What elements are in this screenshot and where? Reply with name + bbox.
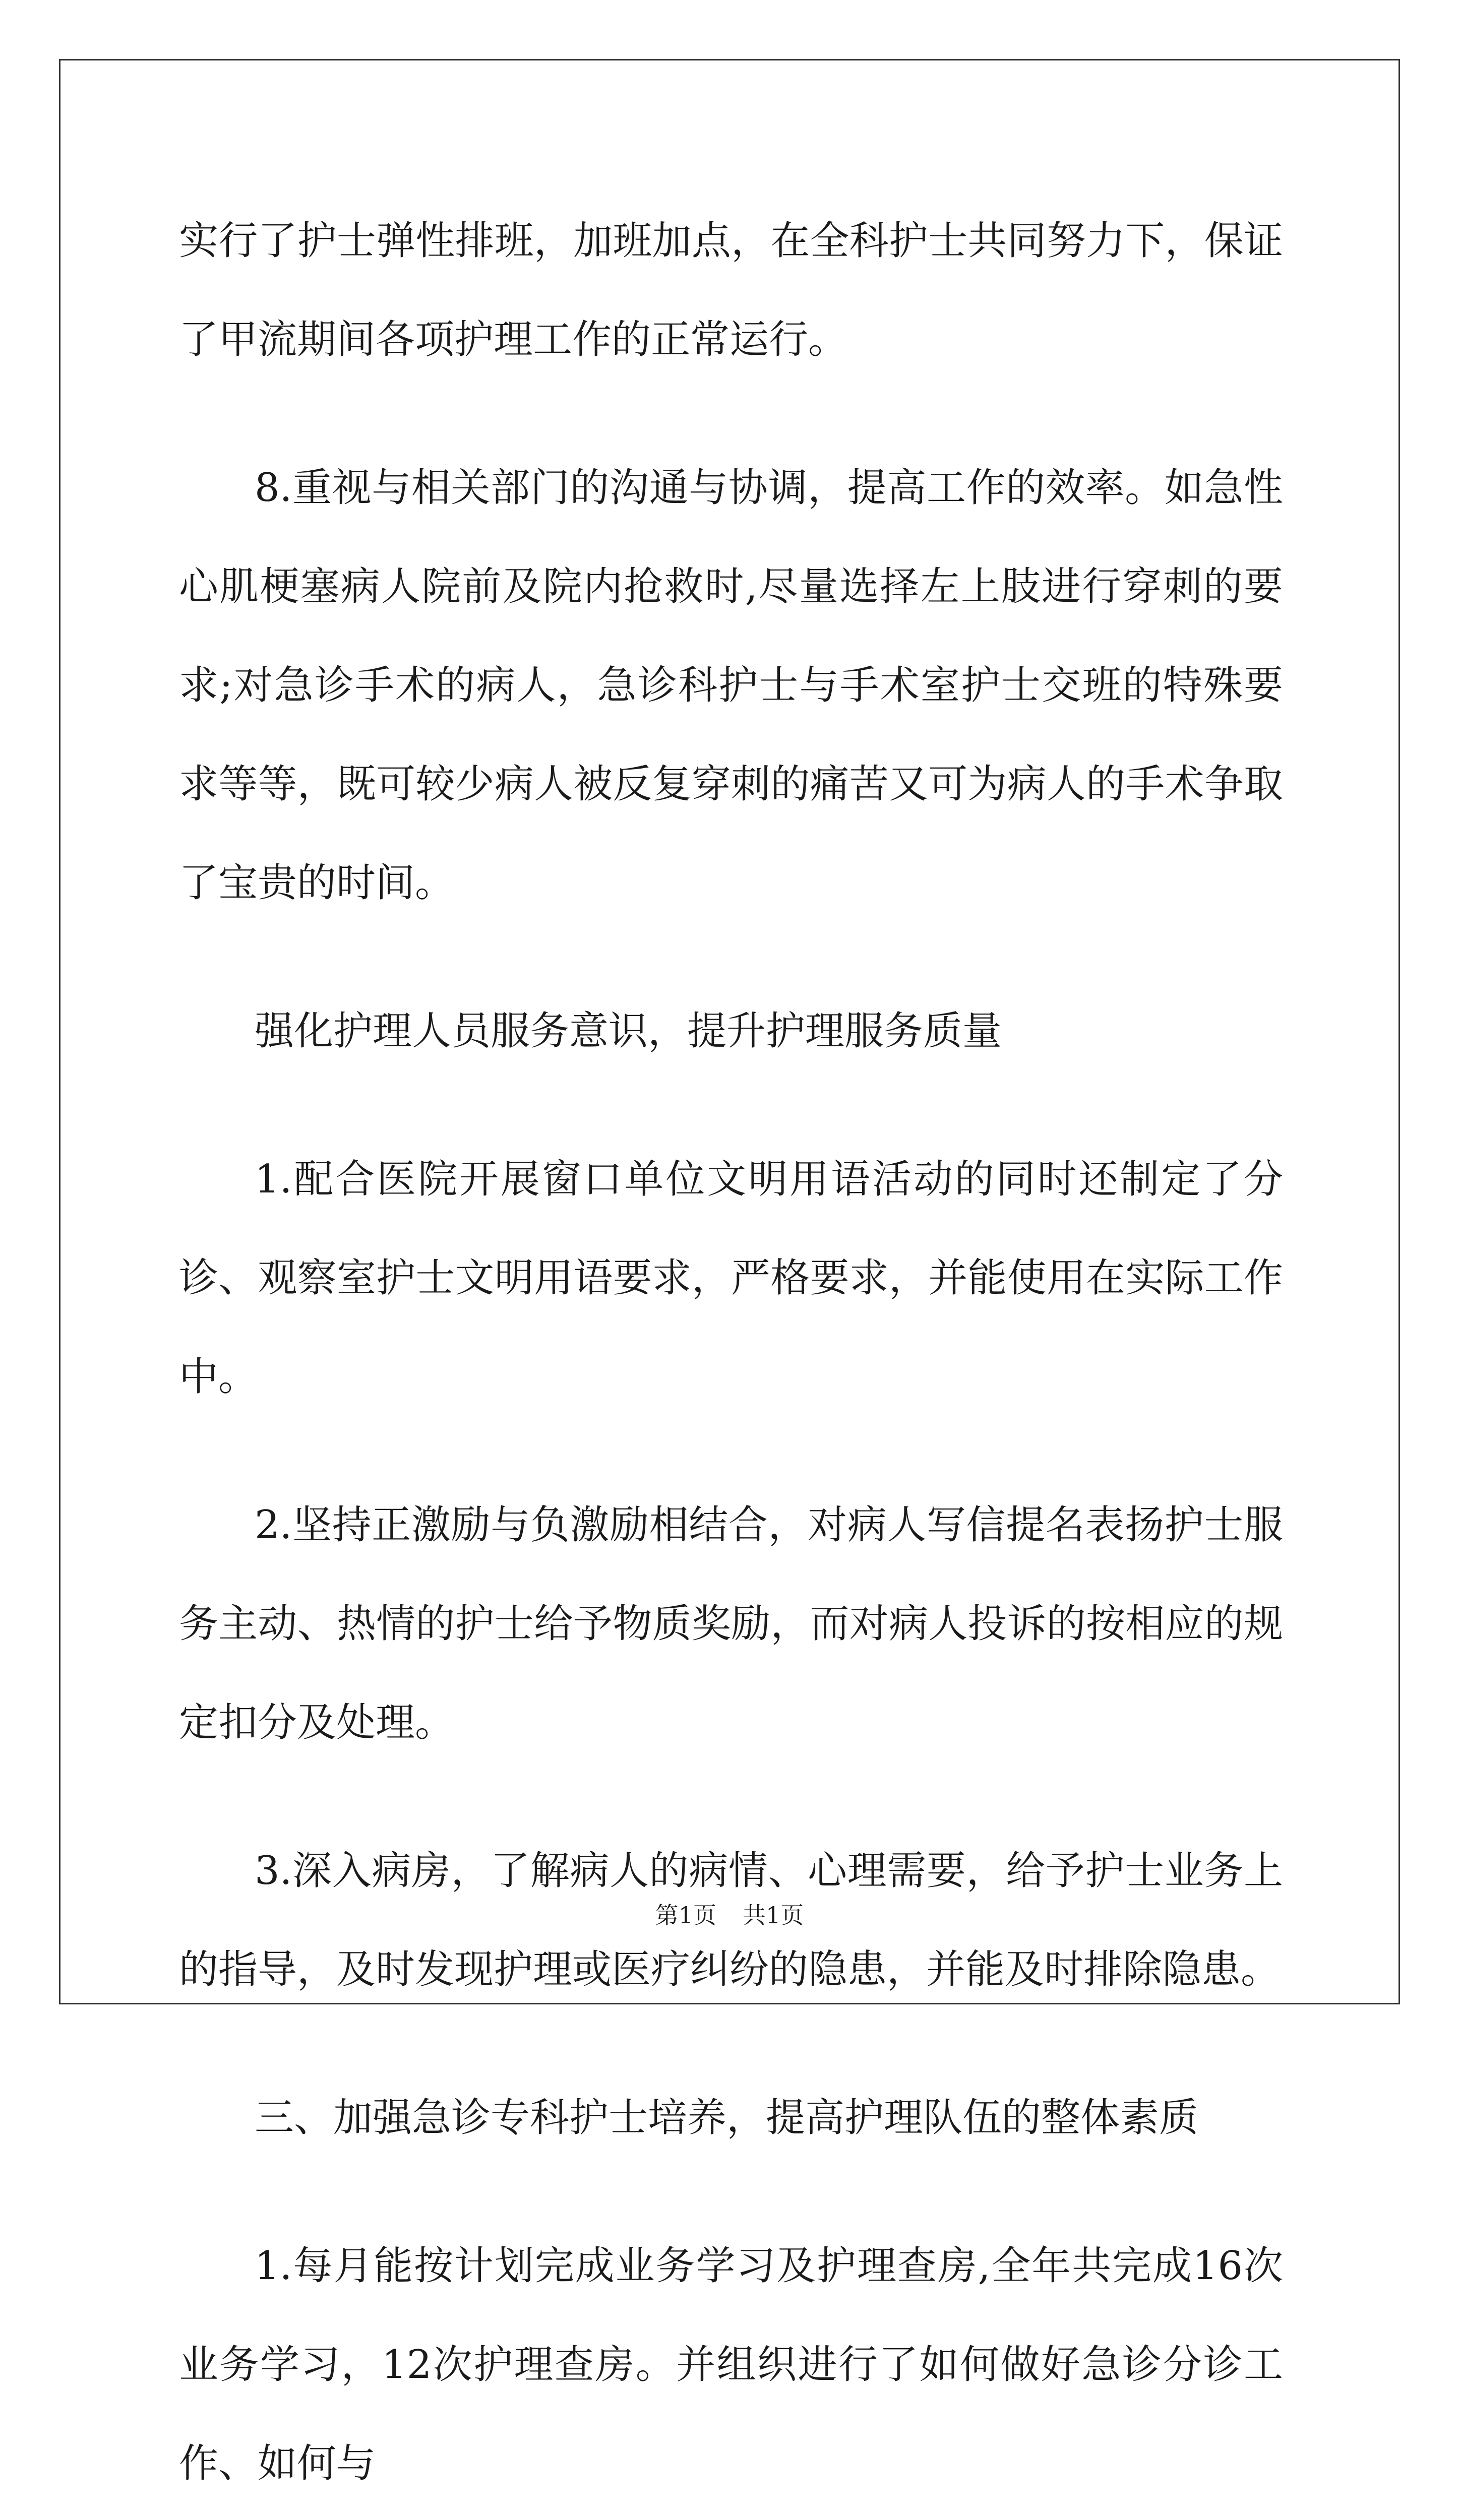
paragraph-continuation: 实行了护士弹性排班，加班加点，在全科护士共同努力下，保证了甲流期间各项护理工作的正常运行。 [179, 218, 1283, 362]
section-heading-three: 三、加强急诊专科护士培养，提高护理队伍的整体素质 [255, 2095, 1199, 2140]
paragraph-service-2: 2.坚持正激励与负激励相结合，对病人写信提名表扬护士服务主动、热情的护士给予物质奖励，而对病人投诉的按相应的规定扣分及处理。 [179, 1502, 1283, 1745]
paragraph-service-3: 3.深入病房，了解病人的病情、心理需要，给予护士业务上的指导，及时发现护理或医疗纠纷的隐患，并能及时排除隐患。 [179, 1848, 1283, 1992]
page-number-label: 第1页 [655, 1902, 716, 1929]
page-total-label: 共1页 [743, 1902, 804, 1929]
document-body [179, 192, 1283, 2520]
page-footer [0, 1900, 1459, 1930]
paragraph-item-8: 8.重视与相关部门的沟通与协调，提高工作的效率。如急性心肌梗塞病人院前及院内抢救时,尽量选择左上肢进行穿刺的要求;对急诊手术的病人，急诊科护士与手术室护士交班的特殊要求等等，既可较少病人被反复穿刺的痛苦又可为病人的手术争取了宝贵的时间。 [179, 465, 1283, 906]
paragraph-training-1: 1.每月能按计划完成业务学习及护理查房,全年共完成16次业务学习，12次护理查房。并组织进行了如何做好急诊分诊工作、如何与 [179, 2243, 1283, 2486]
paragraph-service-1: 1.配合医院开展窗口单位文明用语活动的同时还制定了分诊、观察室护士文明用语要求，严格要求，并能使用在实际工作中。 [179, 1157, 1283, 1400]
section-heading-service: 强化护理人员服务意识，提升护理服务质量 [255, 1009, 1002, 1054]
